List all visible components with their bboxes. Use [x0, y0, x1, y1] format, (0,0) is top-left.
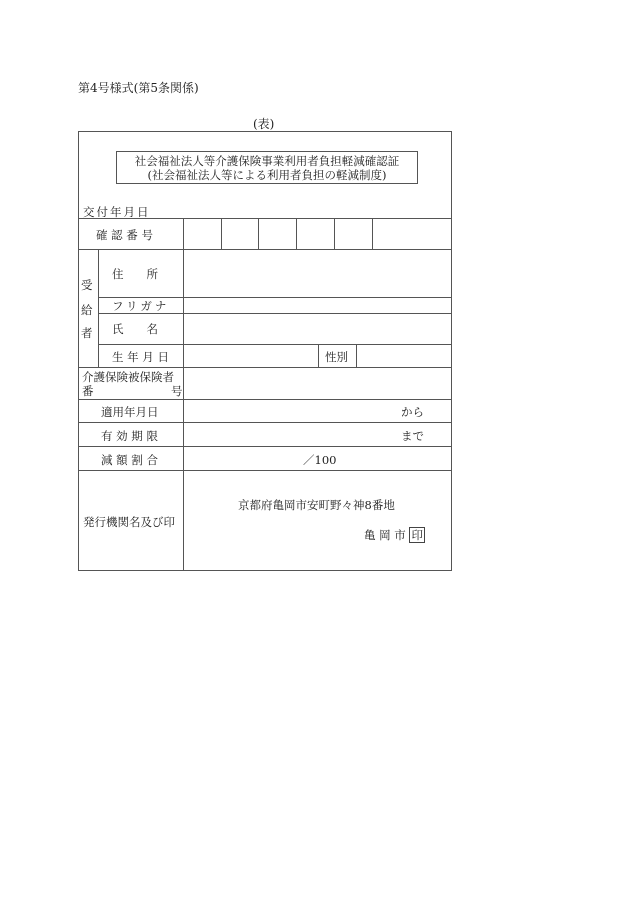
- address-label: 住 所: [112, 267, 158, 281]
- digit-divider-1: [221, 218, 222, 249]
- issuer-address: 京都府亀岡市安町野々神8番地: [238, 498, 395, 512]
- name-label: 氏 名: [112, 322, 158, 336]
- insured-number-label-line2b: 号: [171, 384, 183, 398]
- rule-gender-right: [356, 344, 357, 367]
- issue-date-label: 交付年月日: [83, 205, 151, 219]
- certificate-title: [116, 151, 418, 184]
- furigana-label: フリガナ: [112, 299, 170, 313]
- reduction-rate-label: 減 額 割 合: [101, 453, 158, 467]
- insured-number-label-line2a: 番: [82, 384, 94, 398]
- reduction-rate-value: ／100: [303, 453, 337, 467]
- rule-gender-left: [318, 344, 319, 367]
- recipient-char-1: 受: [81, 278, 93, 292]
- side-label: (表): [253, 117, 275, 131]
- rule-confirm-bottom: [78, 249, 452, 250]
- birth-date-label: 生 年 月 日: [112, 350, 169, 364]
- rule-recipient-column: [98, 249, 99, 367]
- validity-period-label: 有 効 期 限: [101, 429, 158, 443]
- validity-period-suffix: まで: [401, 429, 424, 443]
- title-line-2: (社会福祉法人等による利用者負担の軽減制度): [147, 168, 387, 182]
- applicable-date-suffix: から: [401, 405, 424, 419]
- title-line-1: 社会福祉法人等介護保険事業利用者負担軽減確認証: [134, 154, 400, 168]
- digit-divider-4: [334, 218, 335, 249]
- recipient-char-3: 者: [81, 326, 93, 340]
- seal-mark: 印: [411, 528, 423, 542]
- rule-confirm-top: [78, 218, 452, 219]
- rule-reduction-bottom: [78, 470, 452, 471]
- insured-number-label-line1: 介護保険被保険者: [82, 370, 174, 384]
- issuer-name: [364, 527, 425, 543]
- applicable-date-label: 適用年月日: [101, 405, 159, 419]
- confirmation-number-label: 確 認 番 号: [96, 228, 153, 242]
- digit-divider-2: [258, 218, 259, 249]
- rule-validity-bottom: [78, 446, 452, 447]
- rule-birth-bottom: [78, 367, 452, 368]
- digit-divider-3: [296, 218, 297, 249]
- gender-label: 性別: [325, 350, 348, 364]
- rule-name-bottom: [98, 344, 452, 345]
- rule-label-column: [183, 218, 184, 571]
- digit-divider-5: [372, 218, 373, 249]
- issuer-name-text: 亀 岡 市: [364, 528, 406, 542]
- issuer-label: 発行機関名及び印: [83, 515, 175, 529]
- recipient-char-2: 給: [81, 303, 93, 317]
- rule-insured-bottom: [78, 399, 452, 400]
- rule-applicable-bottom: [78, 422, 452, 423]
- form-number: 第4号様式(第5条関係): [78, 81, 199, 95]
